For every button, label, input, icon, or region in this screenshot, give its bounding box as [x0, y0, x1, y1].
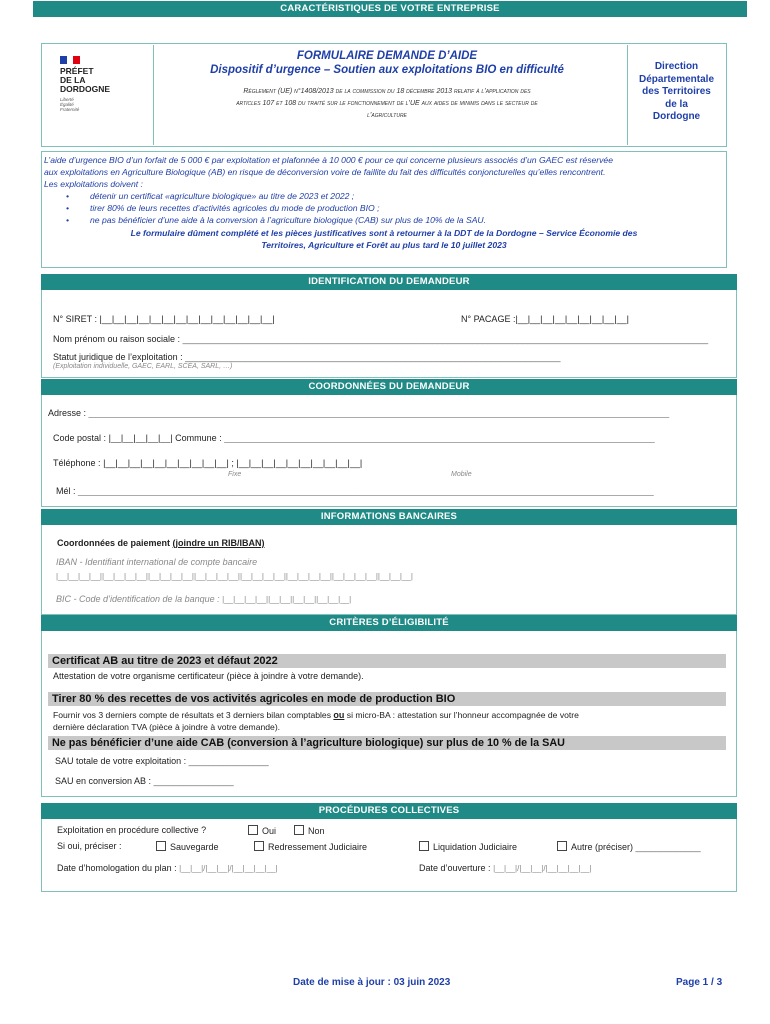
redressement-checkbox[interactable]: Redressement Judiciaire — [254, 841, 367, 852]
date-homologation-field[interactable]: Date d’homologation du plan : |__|__|/|__|__|/|__|__|__|__| — [57, 863, 278, 873]
reglement-reference: Règlement (UE) n°1408/2013 de la commission du 18 décembre 2013 relatif à l’application des articles 107 et 108 du traité sur le fonctionnement de l’UE aux aides de minimis dans le secteur de l’agriculture — [236, 88, 538, 119]
non-checkbox[interactable]: Non — [294, 825, 325, 836]
prefet-title: PRÉFET DE LA DORDOGNE — [60, 66, 111, 94]
liquidation-checkbox[interactable]: Liquidation Judiciaire — [419, 841, 517, 852]
criteria-list — [44, 190, 724, 226]
rib-link: (joindre un RIB/IBAN) — [172, 538, 265, 548]
section-criteres-heading: CRITÈRES D’ÉLIGIBILITÉ — [41, 615, 737, 631]
submission-notice: Le formulaire dûment complété et les pièces justificatives sont à retourner à la DDT de la Dordogne – Service Économie des Territoires, Agriculture et Forêt au plus tard le 10 juillet 2023 — [130, 228, 638, 250]
direction-name: Direction Départementale des Territoires de la Dordogne — [638, 61, 715, 122]
list-item: • détenir un certificat «agriculture biologique» au titre de 2023 et 2022 ; — [66, 191, 355, 201]
pacage-field[interactable]: N° PACAGE :|__|__|__|__|__|__|__|__|__| — [461, 314, 629, 324]
critere-3-title: Ne pas bénéficier d’une aide CAB (conversion à l’agriculture biologique) sur plus de 10 % de la SAU — [48, 736, 726, 750]
marianne-flag-icon — [60, 56, 80, 64]
statut-hint: (Exploitation individuelle, GAEC, EARL, SCEA, SARL, …) — [53, 363, 233, 370]
statut-field[interactable]: Statut juridique de l’exploitation : ___________________________________________________________________________ — [53, 352, 561, 362]
intro-text: L’aide d’urgence BIO d’un forfait de 5 000 € par exploitation et plafonnée à 10 000 € pour ce qui concerne plusieurs associés d’un GAEC est réservée aux exploitations en Agriculture Biologique (AB) en risque de déconversion voire de faillite du fait des difficultés conjoncturelles qu’elles rencontrent. Les exploitations doivent : • détenir un certificat «agriculture biologique» au titre de 2023 et 2022 ; • tirer 80% de leurs recettes d’activités agricoles du mode de production BIO ; • ne pas bénéficier d’une aide à la conversion à l’agriculture biologique (CAB) sur plus de 10% de la SAU. Le formulaire dûment complété et les pièces justificatives sont à retourner à la DDT de la Dordogne – Service Économie des Territoires, Agriculture et Forêt au plus tard le 10 juillet 2023 — [44, 154, 724, 251]
critere-2-text-2: dernière déclaration TVA (pièce à joindre à votre demande). — [53, 722, 281, 732]
commune-field[interactable]: Commune : — [175, 433, 222, 443]
date-ouverture-field[interactable]: Date d’ouverture : |__|__|/|__|__|/|__|__|__|__| — [419, 863, 592, 873]
si-oui-label: Si oui, préciser : — [57, 841, 122, 851]
list-item: • tirer 80% de leurs recettes d’activités agricoles du mode de production BIO ; — [66, 203, 380, 213]
mobile-label: Mobile — [451, 471, 472, 478]
list-item: • ne pas bénéficier d’une aide à la conversion à l’agriculture biologique (CAB) sur plus de 10% de la SAU. — [66, 215, 487, 225]
critere-2-title: Tirer 80 % des recettes de vos activités agricoles en mode de production BIO — [48, 692, 726, 706]
iban-label: IBAN - Identifiant international de compte bancaire — [56, 557, 258, 567]
section-identification-heading: IDENTIFICATION DU DEMANDEUR — [41, 274, 737, 290]
autre-checkbox[interactable]: Autre (préciser) _____________ — [557, 841, 701, 852]
telephone-field[interactable]: Téléphone : |__|__|__|__|__|__|__|__|__|__| ; |__|__|__|__|__|__|__|__|__|__| — [53, 458, 363, 468]
procedure-question: Exploitation en procédure collective ? — [57, 825, 207, 835]
form-subtitle: Dispositif d’urgence – Soutien aux exploitations BIO en difficulté — [210, 64, 564, 76]
sauvegarde-checkbox[interactable]: Sauvegarde — [156, 841, 219, 852]
critere-1-text: Attestation de votre organisme certificateur (pièce à joindre à votre demande). — [53, 671, 364, 681]
page-number: Page 1 / 3 — [676, 977, 723, 988]
adresse-field[interactable]: Adresse : ____________________________________________________________________________________________________________________ — [48, 408, 670, 418]
direction-block — [627, 45, 725, 145]
update-date: Date de mise à jour : 03 juin 2023 — [293, 977, 451, 988]
prefet-logo-block — [44, 45, 154, 145]
bic-field[interactable]: BIC - Code d’identification de la banque : |__|__|__|__||__|__||__|__||__|__|__| — [56, 594, 352, 604]
code-postal-field[interactable]: Code postal : |__|__|__|__|__| Commune : ______________________________________________________________________________________ — [53, 433, 655, 443]
republic-motto: Liberté Égalité Fraternité — [60, 97, 80, 112]
top-banner: CARACTÉRISTIQUES DE VOTRE ENTREPRISE — [33, 1, 747, 17]
siret-field[interactable]: N° SIRET : |__|__|__|__|__|__|__|__|__|__|__|__|__|__| — [53, 314, 275, 324]
sau-conversion-field[interactable]: SAU en conversion AB : ________________ — [55, 776, 234, 786]
coordonnees-paiement: Coordonnées de paiement (joindre un RIB/IBAN) — [57, 538, 265, 548]
section-bancaires-heading: INFORMATIONS BANCAIRES — [41, 509, 737, 525]
fixe-label: Fixe — [228, 471, 242, 478]
mel-field[interactable]: Mél : ___________________________________________________________________________________________________________________ — [56, 486, 654, 496]
critere-2-text: Fournir vos 3 derniers compte de résultats et 3 derniers bilan comptables ou si micro-BA : attestation sur l’honneur accompagnée de votre — [53, 710, 579, 720]
form-title-block — [157, 50, 617, 122]
section-coordonnees-heading: COORDONNÉES DU DEMANDEUR — [41, 379, 737, 395]
iban-field[interactable]: |__|__|__|__||__|__|__|__||__|__|__|__||__|__|__|__||__|__|__|__||__|__|__|__||__|__|__|__||__|__|__| — [56, 572, 413, 581]
sau-totale-field[interactable]: SAU totale de votre exploitation : ________________ — [55, 756, 269, 766]
form-title: FORMULAIRE DEMANDE D’AIDE — [296, 50, 478, 62]
nom-field[interactable]: Nom prénom ou raison sociale : _________________________________________________________________________________________________________ — [53, 334, 709, 344]
critere-1-title: Certificat AB au titre de 2023 et défaut 2022 — [48, 654, 726, 668]
oui-checkbox[interactable]: Oui — [248, 825, 276, 836]
section-procedures-heading: PROCÉDURES COLLECTIVES — [41, 803, 737, 819]
